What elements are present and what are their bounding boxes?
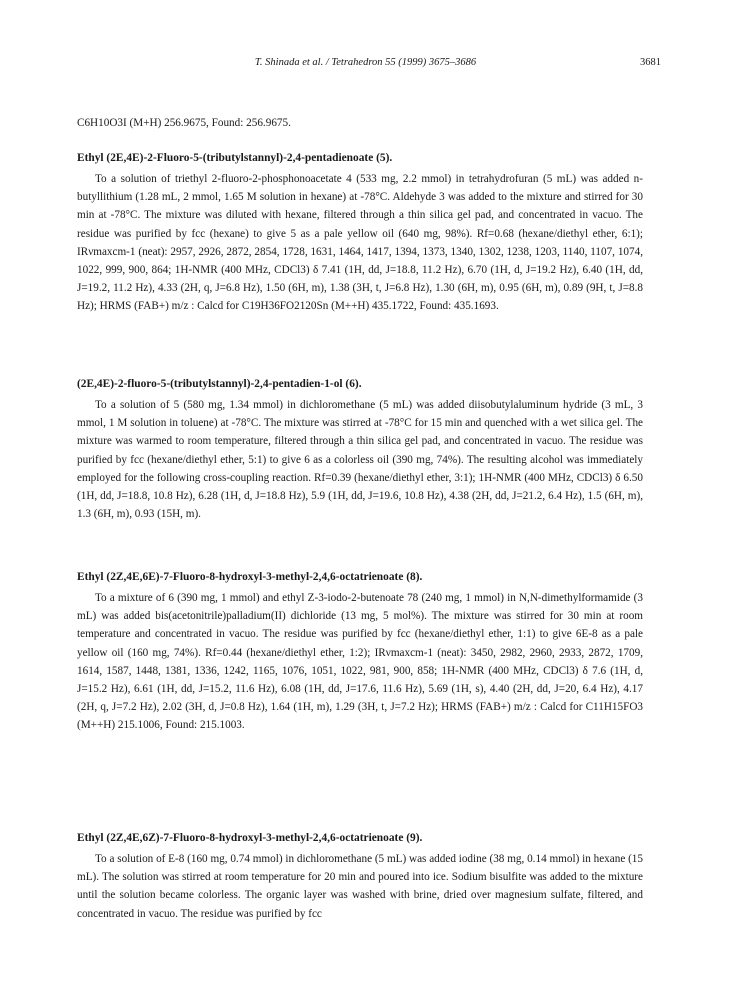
section-heading: Ethyl (2Z,4E,6Z)-7-Fluoro-8-hydroxyl-3-methyl-2,4,6-octatrienoate (9). [77, 832, 423, 844]
section-compound-5 [77, 149, 643, 316]
section-compound-8 [77, 568, 643, 735]
page-number: 3681 [640, 57, 661, 68]
section-body: To a mixture of 6 (390 mg, 1 mmol) and ethyl Z-3-iodo-2-butenoate 78 (240 mg, 1 mmol) in N,N-dimethylformamide (3 mL) was added bis(acetonitrile)palladium(II) dichloride (13 mg, 5 mol%). The mixture was stirred for 30 min at room temperature and concentrated in vacuo. The residue was purified by fcc (hexane/diethyl ether, 1:1) to give 6E-8 as a pale yellow oil (160 mg, 74%). Rf=0.44 (hexane/diethyl ether, 1:2); IRνmaxcm-1 (neat): 3450, 2982, 2960, 2933, 2872, 1709, 1614, 1587, 1448, 1381, 1336, 1242, 1165, 1076, 1051, 1022, 981, 900, 858; 1H-NMR (400 MHz, CDCl3) δ 7.6 (1H, d, J=15.2 Hz), 6.61 (1H, dd, J=15.2, 11.6 Hz), 6.08 (1H, dd, J=17.6, 11.6 Hz), 5.69 (1H, s), 4.40 (2H, dd, J=20, 6.4 Hz), 4.17 (2H, q, J=7.2 Hz), 2.02 (3H, d, J=0.8 Hz), 1.64 (1H, m), 1.29 (3H, t, J=7.2 Hz); HRMS (FAB+) m/z : Calcd for C11H15FO3 (M++H) 215.1006, Found: 215.1003. [77, 592, 643, 732]
section-compound-6 [77, 375, 643, 523]
section-heading: Ethyl (2E,4E)-2-Fluoro-5-(tributylstannyl)-2,4-pentadienoate (5). [77, 152, 393, 164]
section-heading: Ethyl (2Z,4E,6E)-7-Fluoro-8-hydroxyl-3-methyl-2,4,6-octatrienoate (8). [77, 571, 423, 583]
section-body: To a solution of triethyl 2-fluoro-2-phosphonoacetate 4 (533 mg, 2.2 mmol) in tetrahydrofuran (5 mL) was added n-butyllithium (1.28 mL, 2 mmol, 1.65 M solution in hexane) at -78°C. Aldehyde 3 was added to the mixture and stirred for 30 min at -78°C. The mixture was diluted with hexane, filtered through a thin silica gel pad, and concentrated in vacuo. The residue was purified by fcc (hexane) to give 5 as a pale yellow oil (640 mg, 98%). Rf=0.68 (hexane/diethyl ether, 6:1); IRνmaxcm-1 (neat): 2957, 2926, 2872, 2854, 1728, 1631, 1464, 1417, 1394, 1373, 1340, 1302, 1238, 1203, 1140, 1107, 1074, 1022, 999, 900, 864; 1H-NMR (400 MHz, CDCl3) δ 7.41 (1H, dd, J=18.8, 11.2 Hz), 6.70 (1H, d, J=19.2 Hz), 6.40 (1H, dd, J=19.2, 11.2 Hz), 4.33 (2H, q, J=6.8 Hz), 1.50 (6H, m), 1.38 (3H, t, J=6.8 Hz), 1.30 (6H, m), 0.95 (6H, m), 0.89 (9H, t, J=8.8 Hz); HRMS (FAB+) m/z : Calcd for C19H36FO2120Sn (M++H) 435.1722, Found: 435.1693. [77, 173, 643, 313]
section-heading: (2E,4E)-2-fluoro-5-(tributylstannyl)-2,4-pentadien-1-ol (6). [77, 378, 362, 390]
section-body: To a solution of 5 (580 mg, 1.34 mmol) in dichloromethane (5 mL) was added diisobutylaluminum hydride (3 mL, 3 mmol, 1 M solution in toluene) at -78°C. The mixture was stirred at -78°C for 15 min and quenched with a wet silica gel. The mixture was warmed to room temperature, filtered through a thin silica gel pad, and concentrated in vacuo. The residue was purified by fcc (hexane/diethyl ether, 5:1) to give 6 as a colorless oil (390 mg, 74%). The resulting alcohol was immediately employed for the following cross-coupling reaction. Rf=0.39 (hexane/diethyl ether, 3:1); 1H-NMR (400 MHz, CDCl3) δ 6.50 (1H, dd, J=18.8, 10.8 Hz), 6.28 (1H, d, J=18.8 Hz), 5.9 (1H, dd, J=19.6, 10.8 Hz), 4.38 (2H, dd, J=21.2, 6.4 Hz), 1.5 (6H, m), 1.3 (6H, m), 0.93 (15H, m). [77, 399, 643, 521]
running-header: T. Shinada et al. / Tetrahedron 55 (1999) 3675–3686 [254, 57, 477, 68]
continued-line [77, 114, 643, 132]
intro-text: C6H10O3I (M+H) 256.9675, Found: 256.9675. [77, 117, 291, 129]
section-body: To a solution of E-8 (160 mg, 0.74 mmol) in dichloromethane (5 mL) was added iodine (38 mg, 0.14 mmol) in hexane (15 mL). The solution was stirred at room temperature for 20 min and poured into ice. Sodium bisulfite was added to the mixture until the solution became colorless. The organic layer was washed with brine, dried over magnesium sulfate, filtered, and concentrated in vacuo. The residue was purified by fcc [77, 853, 643, 920]
section-compound-9 [77, 829, 643, 923]
